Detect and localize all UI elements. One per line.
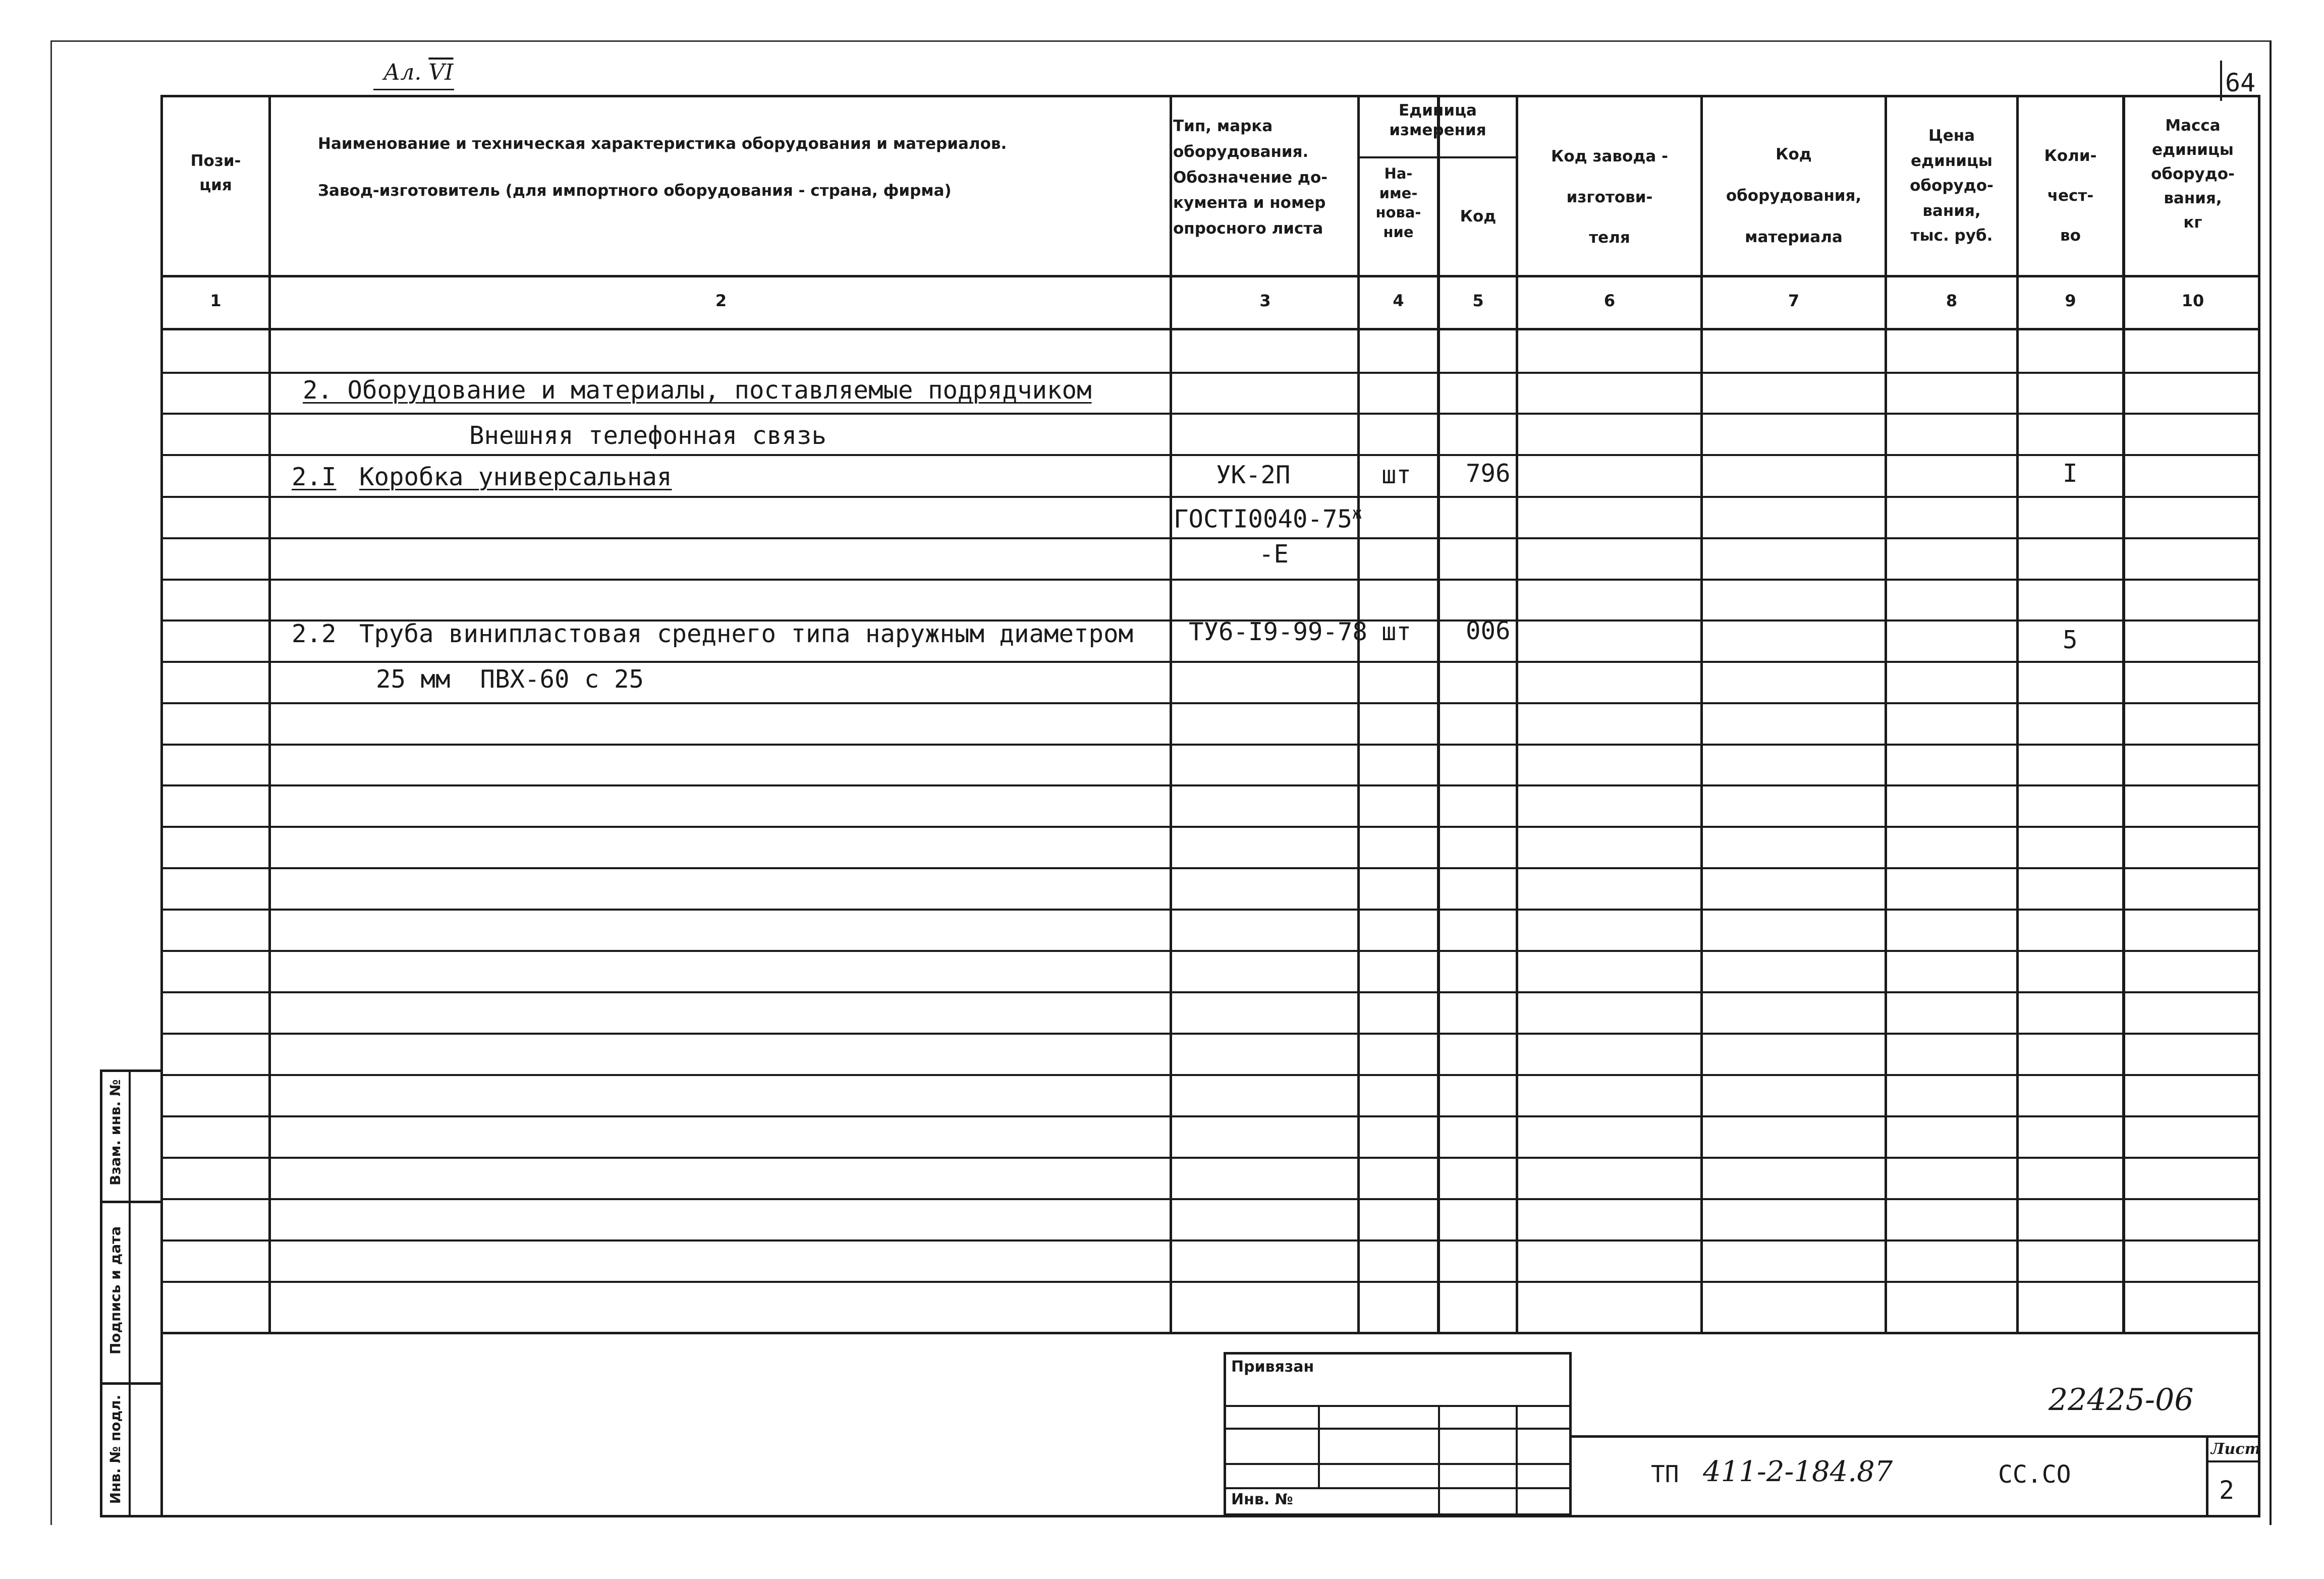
document-code-prefix: ТП: [1651, 1460, 1679, 1488]
row-line: [160, 1239, 2260, 1242]
column-number: 9: [2065, 291, 2076, 310]
row-line: [160, 1198, 2260, 1200]
row-line: [160, 1157, 2260, 1159]
row-line: [160, 950, 2260, 952]
side-replaced-inventory: Взам. инв. №: [107, 1079, 124, 1186]
column-number: 10: [2181, 291, 2204, 310]
column-number: 6: [1603, 291, 1616, 310]
row-line: [160, 867, 2260, 869]
list-box-divider: [2206, 1460, 2260, 1462]
stamp-line: [1224, 1463, 1572, 1465]
stamp-col: [1516, 1405, 1518, 1515]
item-2-1-unit-code: 796: [1466, 459, 1511, 488]
stamp-col: [1318, 1405, 1320, 1488]
item-2-1-quantity: I: [2063, 459, 2078, 488]
document-code: 411-2-184.87: [1703, 1455, 1893, 1488]
header-plant-code: Код завода - изготови- теля: [1551, 147, 1668, 247]
column-number: 4: [1393, 291, 1404, 310]
inventory-number: 22425-06: [2049, 1382, 2194, 1418]
col-line-9: [2122, 95, 2125, 1333]
side-margin-line: [100, 1382, 163, 1385]
item-2-2-unit-code: 006: [1466, 616, 1511, 645]
row-line: [160, 1281, 2260, 1283]
list-box-left: [2206, 1435, 2208, 1516]
table-bottom-line: [160, 1332, 2260, 1334]
header-name: Наименование и техническая характеристика оборудования и материалов. Завод-изготовитель (для импортного оборудования - страна, фирма): [318, 135, 1007, 200]
item-2-2-name-line2: 25 мм ПВХ-60 с 25: [376, 665, 644, 694]
side-original-inventory: Инв. № подл.: [107, 1394, 124, 1504]
item-2-1-type: УК-2П: [1216, 461, 1291, 489]
header-position: Пози- ция: [190, 152, 241, 195]
document-mark: СС.СО: [1998, 1460, 2071, 1489]
col-line-4: [1437, 95, 1440, 1333]
item-2-2-unit: шт: [1381, 617, 1412, 646]
header-unit-code: Код: [1460, 207, 1497, 225]
row-line: [160, 784, 2260, 786]
unit-group-divider: [1357, 156, 1516, 158]
album-underline: [373, 89, 454, 90]
header-equipment-code: Код оборудования, материала: [1726, 145, 1862, 247]
item-2-2-type: ТУ6-I9-99-78: [1189, 617, 1368, 646]
item-2-2-name: Труба винипластовая среднего типа наружным диаметром: [359, 619, 1134, 648]
column-number: 7: [1788, 291, 1800, 310]
item-2-2-position: 2.2: [292, 619, 337, 648]
header-type: Тип, марка оборудования. Обозначение до- кумента и номер опросного листа: [1173, 117, 1328, 238]
item-2-1-unit: шт: [1381, 461, 1412, 489]
col-line-2: [1170, 95, 1172, 1333]
row-line: [160, 991, 2260, 993]
section-title: 2. Оборудование и материалы, поставляемые подрядчиком: [303, 376, 1092, 405]
row-line: [160, 702, 2260, 704]
header-bottom-line: [160, 275, 2260, 277]
header-unit-price: Цена единицы оборудо- вания, тыс. руб.: [1910, 127, 1994, 245]
col-line-6: [1700, 95, 1703, 1333]
header-unit-group: Единица измерения: [1389, 101, 1486, 139]
header-quantity: Коли- чест- во: [2044, 147, 2097, 245]
item-2-2-quantity: 5: [2063, 626, 2078, 654]
stamp-line: [1224, 1428, 1572, 1430]
row-line: [160, 1074, 2260, 1076]
row-line: [160, 454, 2260, 456]
sheet-number: 64: [2225, 68, 2256, 97]
column-number: 5: [1472, 291, 1484, 310]
row-line: [160, 1115, 2260, 1117]
item-2-1-standard-suffix: -Е: [1259, 540, 1289, 569]
column-number-line: [160, 328, 2260, 330]
album-mark: Ал. $\overline{VI}$: [383, 60, 454, 85]
designation-top-line: [1572, 1435, 2260, 1438]
item-2-1-position: 2.I: [292, 463, 337, 491]
side-signature-date: Подпись и дата: [107, 1226, 124, 1355]
row-line: [160, 372, 2260, 374]
col-line-1: [268, 95, 271, 1333]
row-line: [160, 744, 2260, 746]
row-line: [160, 826, 2260, 828]
inventory-label: Инв. №: [1231, 1491, 1293, 1508]
column-number: 1: [210, 291, 222, 310]
column-number: 3: [1259, 291, 1271, 310]
item-2-1-standard: $ГОСТI0040-75^ж$: [1174, 503, 1362, 534]
stamp-col: [1438, 1405, 1440, 1515]
row-line: [160, 1033, 2260, 1035]
item-2-1-name: Коробка универсальная: [359, 463, 672, 491]
col-line-3: [1357, 95, 1360, 1333]
subsection-title: Внешняя телефонная связь: [469, 421, 827, 450]
list-label: Лист: [2211, 1440, 2261, 1458]
row-line: [160, 579, 2260, 581]
row-line: [160, 661, 2260, 663]
col-line-5: [1516, 95, 1518, 1333]
stamp-line: [1224, 1487, 1572, 1489]
stamp-line: [1224, 1405, 1572, 1407]
list-number: 2: [2219, 1476, 2235, 1505]
row-line: [160, 413, 2260, 415]
row-line: [160, 909, 2260, 911]
side-margin-line: [100, 1201, 163, 1203]
col-line-8: [2016, 95, 2019, 1333]
col-line-7: [1885, 95, 1887, 1333]
header-unit-mass: Масса единицы оборудо- вания, кг: [2151, 117, 2235, 232]
side-margin-divider: [129, 1069, 131, 1517]
column-number: 8: [1946, 291, 1958, 310]
bound-stamp-label: Привязан: [1231, 1358, 1314, 1376]
row-line: [160, 537, 2260, 539]
column-number: 2: [715, 291, 727, 310]
header-unit-name: На- име- нова- ние: [1375, 165, 1421, 241]
row-line: [160, 496, 2260, 498]
